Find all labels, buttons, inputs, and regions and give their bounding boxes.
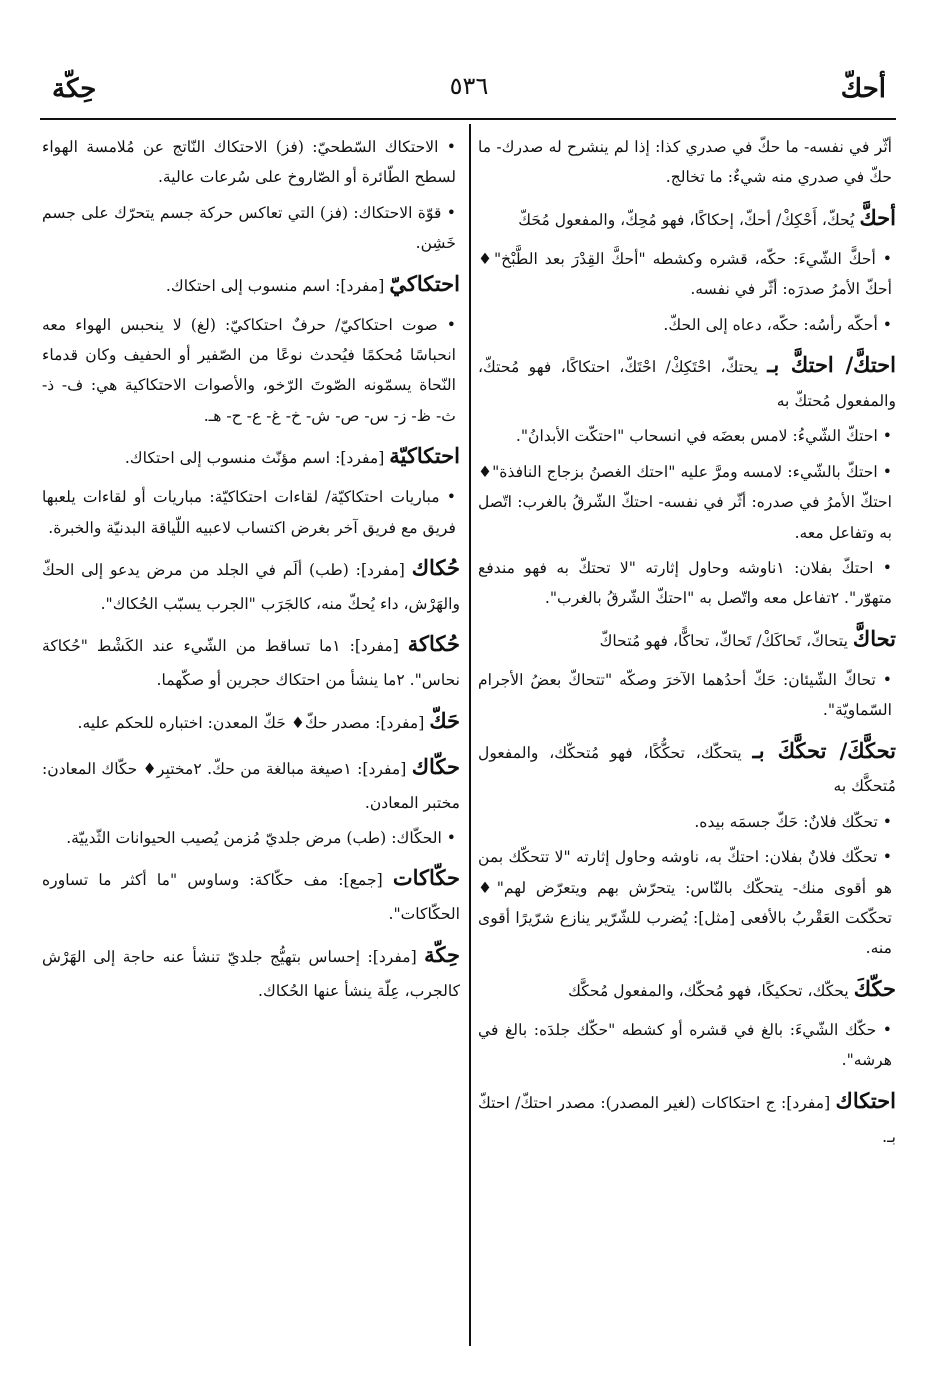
entry-text: • تحكّك فلانٌ: حَكّ جسمَه بيده.	[694, 812, 892, 831]
dictionary-entry	[478, 619, 896, 660]
entry-text: • احتكّ بفلان: ١ناوشه وحاول إثارته "لا تحتكّ به فهو مندفع متهوّر". ٢تفاعل معه واتّصل به "احتكّ الشّرقُ بالغرب".	[478, 558, 892, 608]
dictionary-entry	[42, 935, 460, 1006]
entry-headword: حَكّ	[429, 707, 460, 733]
dictionary-entry	[42, 198, 460, 259]
entry-text: • حكّك الشّيءَ: بالغ في قشره أو كشطه "حكّك جلدَه: بالغ في هرشه".	[478, 1020, 892, 1070]
header-guide-word-left: حِكّة	[52, 74, 97, 104]
entry-text: • تحاكّ الشّيئان: حَكّ أحدُهما الآخرَ وصكّه "تتحاكّ بعضُ الأجرام السّماويّة".	[478, 670, 892, 720]
dictionary-entry	[478, 807, 896, 837]
entry-headword: حكّاكات	[392, 865, 460, 891]
entry-text: [مفرد]: اسم مؤنّث منسوب إلى احتكاك.	[124, 449, 385, 468]
dictionary-entry	[478, 553, 896, 614]
dictionary-entry	[478, 132, 896, 193]
entry-text: • أحكّه رأسُه: حكّه، دعاه إلى الحكّ.	[663, 315, 892, 334]
dictionary-entry	[478, 345, 896, 416]
dictionary-entry	[478, 1081, 896, 1152]
entry-text: [مفرد]: ١ما تساقط من الشّيء عند الكَشْط "حُكاكة نحاس". ٢ما ينشأ من احتكاك حجرين أو صكّهما.	[42, 637, 460, 690]
entry-headword: تحاكَّ	[852, 625, 896, 651]
dictionary-entry	[478, 244, 896, 305]
dictionary-entry	[42, 310, 460, 432]
entry-text: [مفرد]: اسم منسوب إلى احتكاك.	[165, 276, 385, 295]
dictionary-entry	[42, 548, 460, 619]
entry-text: [مفرد]: مصدر حكّ♦ حَكّ المعدن: اختباره للحكم عليه.	[77, 713, 425, 732]
entry-text: [جمع]: مف حكّاكة: وساوس "ما أكثر ما تساوره الحكّاكات".	[42, 871, 460, 924]
entry-headword: حكّكَ	[853, 975, 896, 1001]
header-guide-word-right: أحكّ	[840, 74, 886, 104]
entry-headword: حُكاك	[411, 554, 460, 580]
entry-headword: حكّاك	[411, 753, 460, 779]
entry-text: يُحكّ، أَحْكِكْ/ أحكّ، إحكاكًا، فهو مُحِكّ، والمفعول مُحَكّ	[518, 210, 855, 229]
entry-text: • مباريات احتكاكيّة/ لقاءات احتكاكيّة: مباريات أو لقاءات يلعبها فريق مع فريق آخر بغرض اكتساب لاعبيه اللّياقة البدنيّة والخبرة.	[42, 488, 456, 537]
entry-headword: حُكاكة	[407, 631, 460, 657]
entry-text: • قوّة الاحتكاك: (فز) التي تعاكس حركة جسم يتحرّك على جسم خَشِن.	[42, 203, 456, 253]
dictionary-entry	[478, 842, 896, 964]
right-column	[478, 132, 896, 1342]
dictionary-entry	[42, 436, 460, 477]
entry-headword: أحكَّ	[859, 204, 896, 230]
page-number: ٥٣٦	[449, 72, 489, 100]
dictionary-entry	[42, 264, 460, 305]
entry-headword: احتكاكيّة	[389, 443, 460, 469]
entry-headword: تحكَّكَ/ تحكَّكَ بـ	[752, 737, 896, 763]
entry-headword: احتكاكيّ	[389, 270, 460, 296]
dictionary-entry	[478, 969, 896, 1010]
dictionary-entry	[42, 482, 460, 543]
dictionary-entry	[478, 665, 896, 726]
entry-text: يتحكّك، تحكُّكًا، فهو مُتحكّك، والمفعول مُتحكَّك به	[478, 743, 896, 796]
entry-headword: احتكاك	[835, 1087, 896, 1113]
column-divider	[469, 124, 471, 1346]
header-rule	[40, 118, 896, 120]
dictionary-entry	[478, 198, 896, 239]
entry-text: • الحكّاك: (طب) مرض جلديّ مُزمن يُصيب الحيوانات الثّدييّة.	[66, 828, 456, 847]
entry-text: • احتكّ الشّيءُ: لامس بعضَه في انسحاب "احتكّت الأبدانُ".	[515, 427, 892, 446]
page-header	[0, 0, 938, 120]
dictionary-entry	[42, 624, 460, 695]
entry-headword: احتكَّ/ احتكَّ بـ	[767, 351, 896, 377]
dictionary-entry	[478, 310, 896, 340]
entry-text: [مفرد]: (طب) ألَم في الجلد من مرض يدعو إلى الحكّ والهَرْش، داء يُحكّ منه، كالجَرَب "الجرب يسبّب الحُكاك".	[42, 560, 460, 613]
entry-headword: حِكّة	[424, 941, 460, 967]
entry-text: يحكّك، تحكيكًا، فهو مُحكّك، والمفعول مُحكَّك	[568, 981, 849, 1000]
dictionary-entry	[478, 457, 896, 548]
dictionary-entry	[478, 1015, 896, 1076]
dictionary-entry	[478, 421, 896, 451]
entry-text: يتحاكّ، تَحاكَكْ/ تَحاكّ، تحاكًّا، فهو مُتحاكّ	[599, 631, 848, 650]
entry-text: يحتكّ، احْتَكِكْ/ احْتَكّ، احتكاكًا، فهو مُحتكّ، والمفعول مُحتكّ به	[478, 357, 896, 410]
entry-text: • أحكَّ الشّيءَ: حكّه، قشره وكشطه "أحكَّ القِدْرَ بعد الطَّبْخ"♦ أحكّ الأمرُ صدرَه: أثّر في نفسه.	[478, 249, 892, 299]
left-column	[42, 132, 460, 1342]
dictionary-entry	[42, 747, 460, 818]
dictionary-entry	[478, 731, 896, 802]
entry-text: • تحكّك فلانٌ بفلان: احتكّ به، ناوشه وحاول إثارته "لا تتحكّك بمن هو أقوى منك- يتحكّك بالنّاس: يتحرّش بهم ويتعرّض لهم"♦ تحكّكت العَقْربُ بالأفعى [مثل]: يُضرب للشّرّير ينازع شرّيرًا أقوى منه.	[478, 848, 892, 958]
entry-text: • صوت احتكاكيّ/ حرفٌ احتكاكيّ: (لغ) لا ينحبس الهواء معه انحباسًا مُحكمًا فيُحدث نوعًا من الصّفير أو الحفيف وكان قدماء النّحاة يسمّونه الصّوتَ الرّخو، والأصوات الاحتكاكية هي: ف- ذ- ث- ظ- ز- س- ص- ش- خ- غ- ع- ح- هـ.	[42, 315, 456, 425]
dictionary-entry	[42, 132, 460, 193]
entry-text: [مفرد]: إحساس بتهيُّج جلديّ تنشأ عنه حاجة إلى الهَرْش كالجرب، عِلّة ينشأ عنها الحُكاك.	[42, 947, 460, 1000]
dictionary-entry	[42, 858, 460, 929]
entry-text: • الاحتكاك السّطحيّ: (فز) الاحتكاك النّاتج عن مُلامسة الهواء لسطح الطّائرة أو الصّاروخ على سُرعات عالية.	[42, 138, 456, 187]
entry-text: [مفرد]: ج احتكاكات (لغير المصدر): مصدر احتكّ/ احتكّ بـ.	[478, 1093, 896, 1146]
entry-text: [مفرد]: ١صيغة مبالغة من حكّ. ٢مختبِر♦ حكّاك المعادن: مختبر المعادن.	[42, 759, 460, 812]
entry-text: أثّر في نفسه- ما حكّ في صدري كذا: إذا لم ينشرح له صدرك- ما حكّ في صدري منه شيءٌ: ما تخالج.	[478, 138, 892, 187]
dictionary-entry	[42, 823, 460, 853]
dictionary-entry	[42, 701, 460, 742]
entry-text: • احتكّ بالشّيء: لامسه ومرَّ عليه "احتك الغصنُ بزجاج النافذة"♦ احتكّ الأمرُ في صدره: أثّر في نفسه- احتكّ الشّرقُ بالغرب: اتّصل به وتفاعل معه.	[478, 462, 892, 542]
